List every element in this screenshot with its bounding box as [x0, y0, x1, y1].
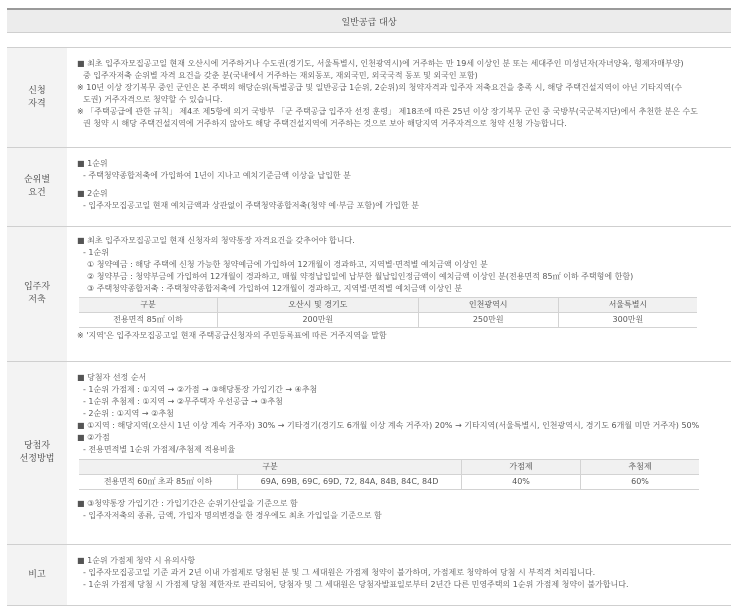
selection-period: ■ ③청약통장 가입기간 : 가입기간은 순위기산일을 기준으로 함 [77, 499, 298, 508]
note-line-2: - 1순위 가점제 당첨 시 가점제 당첨 제한자로 관리되어, 당첨자 및 그 세대원은 당첨자발표일로부터 2년간 다른 민영주택의 1순위 가점제 청약이 불가합니다. [83, 580, 629, 589]
page-title: 일반공급 대상 [7, 8, 731, 33]
note-line-1: - 입주자모집공고일 기준 과거 2년 이내 가점제로 당첨된 분 및 그 세대원은 가점제 청약이 불가하며, 가점제로 청약하여 당첨 시 부적격 처리됩니다. [83, 568, 596, 577]
savings-sub: - 1순위 [83, 248, 109, 257]
section-eligibility [7, 47, 731, 147]
selection-order-2: - 1순위 추첨제 : ①지역 → ②무주택자 우선공급 → ③추첨 [83, 397, 283, 406]
ratio-header-points: 가점제 [462, 460, 581, 475]
selection-points: ■ ②가점 [77, 433, 110, 442]
eligibility-note-1: ※ 10년 이상 장기복무 중인 군인은 본 주택의 해당순위(특별공급 및 일반공급 1순위, 2순위)의 청약자격과 입주자 저축요건을 충족 시, 해당 주택건설지역이 아닌 기타지역(수 [77, 83, 682, 92]
selection-heading: ■ 당첨자 선정 순서 [77, 373, 147, 382]
eligibility-note-2-cont: 권 청약 시 해당 주택건설지역에 거주하지 않아도 해당 주택건설지역에 거주하는 것으로 보아 해당지역 거주자격으로 청약 신청 가능합니다. [83, 119, 567, 128]
ratio-cell-types: 69A, 69B, 69C, 69D, 72, 84A, 84B, 84C, 84D [238, 475, 462, 490]
deposit-header-seoul: 서울특별시 [558, 298, 697, 313]
eligibility-line-1: ■ 최초 입주자모집공고일 현재 오산시에 거주하거나 수도권(경기도, 서울특별시, 인천광역시)에 거주하는 만 19세 이상인 분 또는 세대주인 미성년자(자녀양육, 형제자매부양) [77, 59, 684, 68]
section-selection [7, 361, 731, 544]
section-label-note: 비고 [7, 545, 67, 605]
rank-first-heading: ■ 1순위 [77, 159, 108, 168]
savings-item-2: ② 청약부금 : 청약부금에 가입하여 12개월이 경과하고, 매월 약정납입일에 납부한 월납입인정금액이 예치금액 이상인 분(전용면적 85㎡ 이하 주택형에 한함) [87, 272, 634, 281]
selection-order-1: - 1순위 가점제 : ①지역 → ②가점 → ③해당통장 가입기간 → ④추첨 [83, 385, 318, 394]
ratio-table [79, 459, 699, 490]
selection-region: ■ ①지역 : 해당지역(오산시 1년 이상 계속 거주자) 30% → 기타경기(경기도 6개월 이상 계속 거주자) 20% → 기타지역(서울특별시, 인천광역시, 경기도 6개월 미만 거주자) 50% [77, 421, 700, 430]
eligibility-note-1-cont: 도권) 거주자격으로 청약할 수 있습니다. [83, 95, 223, 104]
rank-first-desc: - 주택청약종합저축에 가입하여 1년이 지나고 예치기준금액 이상을 납입한 분 [83, 171, 351, 180]
section-rank [7, 147, 731, 226]
selection-ratio-desc: - 전용면적별 1순위 가점제/추첨제 적용비율 [83, 445, 236, 454]
savings-note: ※ '지역'은 입주자모집공고일 현재 주택공급신청자의 주민등록표에 따른 거주지역을 말함 [77, 331, 387, 340]
selection-order-3: - 2순위 : ①지역 → ②추첨 [83, 409, 174, 418]
ratio-cell-points: 40% [462, 475, 581, 490]
section-savings [7, 226, 731, 361]
section-note [7, 544, 731, 606]
ratio-cell-lottery: 60% [581, 475, 700, 490]
rank-second-desc: - 입주자모집공고일 현재 예치금액과 상관없이 주택청약종합저축(청약 예·부금 포함)에 가입한 분 [83, 201, 419, 210]
ratio-header-lottery: 추첨제 [581, 460, 700, 475]
savings-item-3: ③ 주택청약종합저축 : 주택청약종합저축에 가입하여 12개월이 경과하고, 지역별·면적별 예치금액 이상인 분 [87, 284, 463, 293]
selection-period-desc: - 입주자저축의 종류, 금액, 가입자 명의변경을 한 경우에도 최초 가입일을 기준으로 함 [83, 511, 382, 520]
section-label-savings: 입주자 저축 [7, 227, 67, 361]
eligibility-line-2: 중 입주자저축 순위별 자격 요건을 갖춘 분(국내에서 거주하는 재외동포, 재외국민, 외국국적 동포 및 외국인 포함) [83, 71, 478, 80]
savings-item-1: ① 청약예금 : 해당 주택에 신청 가능한 청약예금에 가입하여 12개월이 경과하고, 지역별·면적별 예치금액 이상인 분 [87, 260, 488, 269]
ratio-header-category: 구분 [79, 460, 462, 475]
deposit-header-osan: 오산시 및 경기도 [218, 298, 419, 313]
section-label-eligibility: 신청 자격 [7, 48, 67, 147]
deposit-cell-incheon: 250만원 [418, 313, 558, 328]
deposit-header-incheon: 인천광역시 [418, 298, 558, 313]
deposit-cell-area: 전용면적 85㎡ 이하 [79, 313, 218, 328]
deposit-header-category: 구분 [79, 298, 218, 313]
deposit-cell-osan: 200만원 [218, 313, 419, 328]
section-label-selection: 당첨자 선정방법 [7, 362, 67, 544]
ratio-cell-area: 전용면적 60㎡ 초과 85㎡ 이하 [79, 475, 238, 490]
note-heading: ■ 1순위 가점제 청약 시 유의사항 [77, 556, 196, 565]
eligibility-note-2: ※ 「주택공급에 관한 규칙」 제4조 제5항에 의거 국방부 「군 주택공급 입주자 선정 훈령」 제18조에 따른 25년 이상 장기복무 군인 중 국방부(국군복지단)에서 추천한 분은 수도 [77, 107, 698, 116]
deposit-cell-seoul: 300만원 [558, 313, 697, 328]
deposit-table [79, 297, 697, 328]
rank-second-heading: ■ 2순위 [77, 189, 108, 198]
savings-intro: ■ 최초 입주자모집공고일 현재 신청자의 청약통장 자격요건을 갖추어야 합니다. [77, 236, 355, 245]
section-label-rank: 순위별 요건 [7, 148, 67, 226]
supply-target-document [7, 8, 731, 606]
